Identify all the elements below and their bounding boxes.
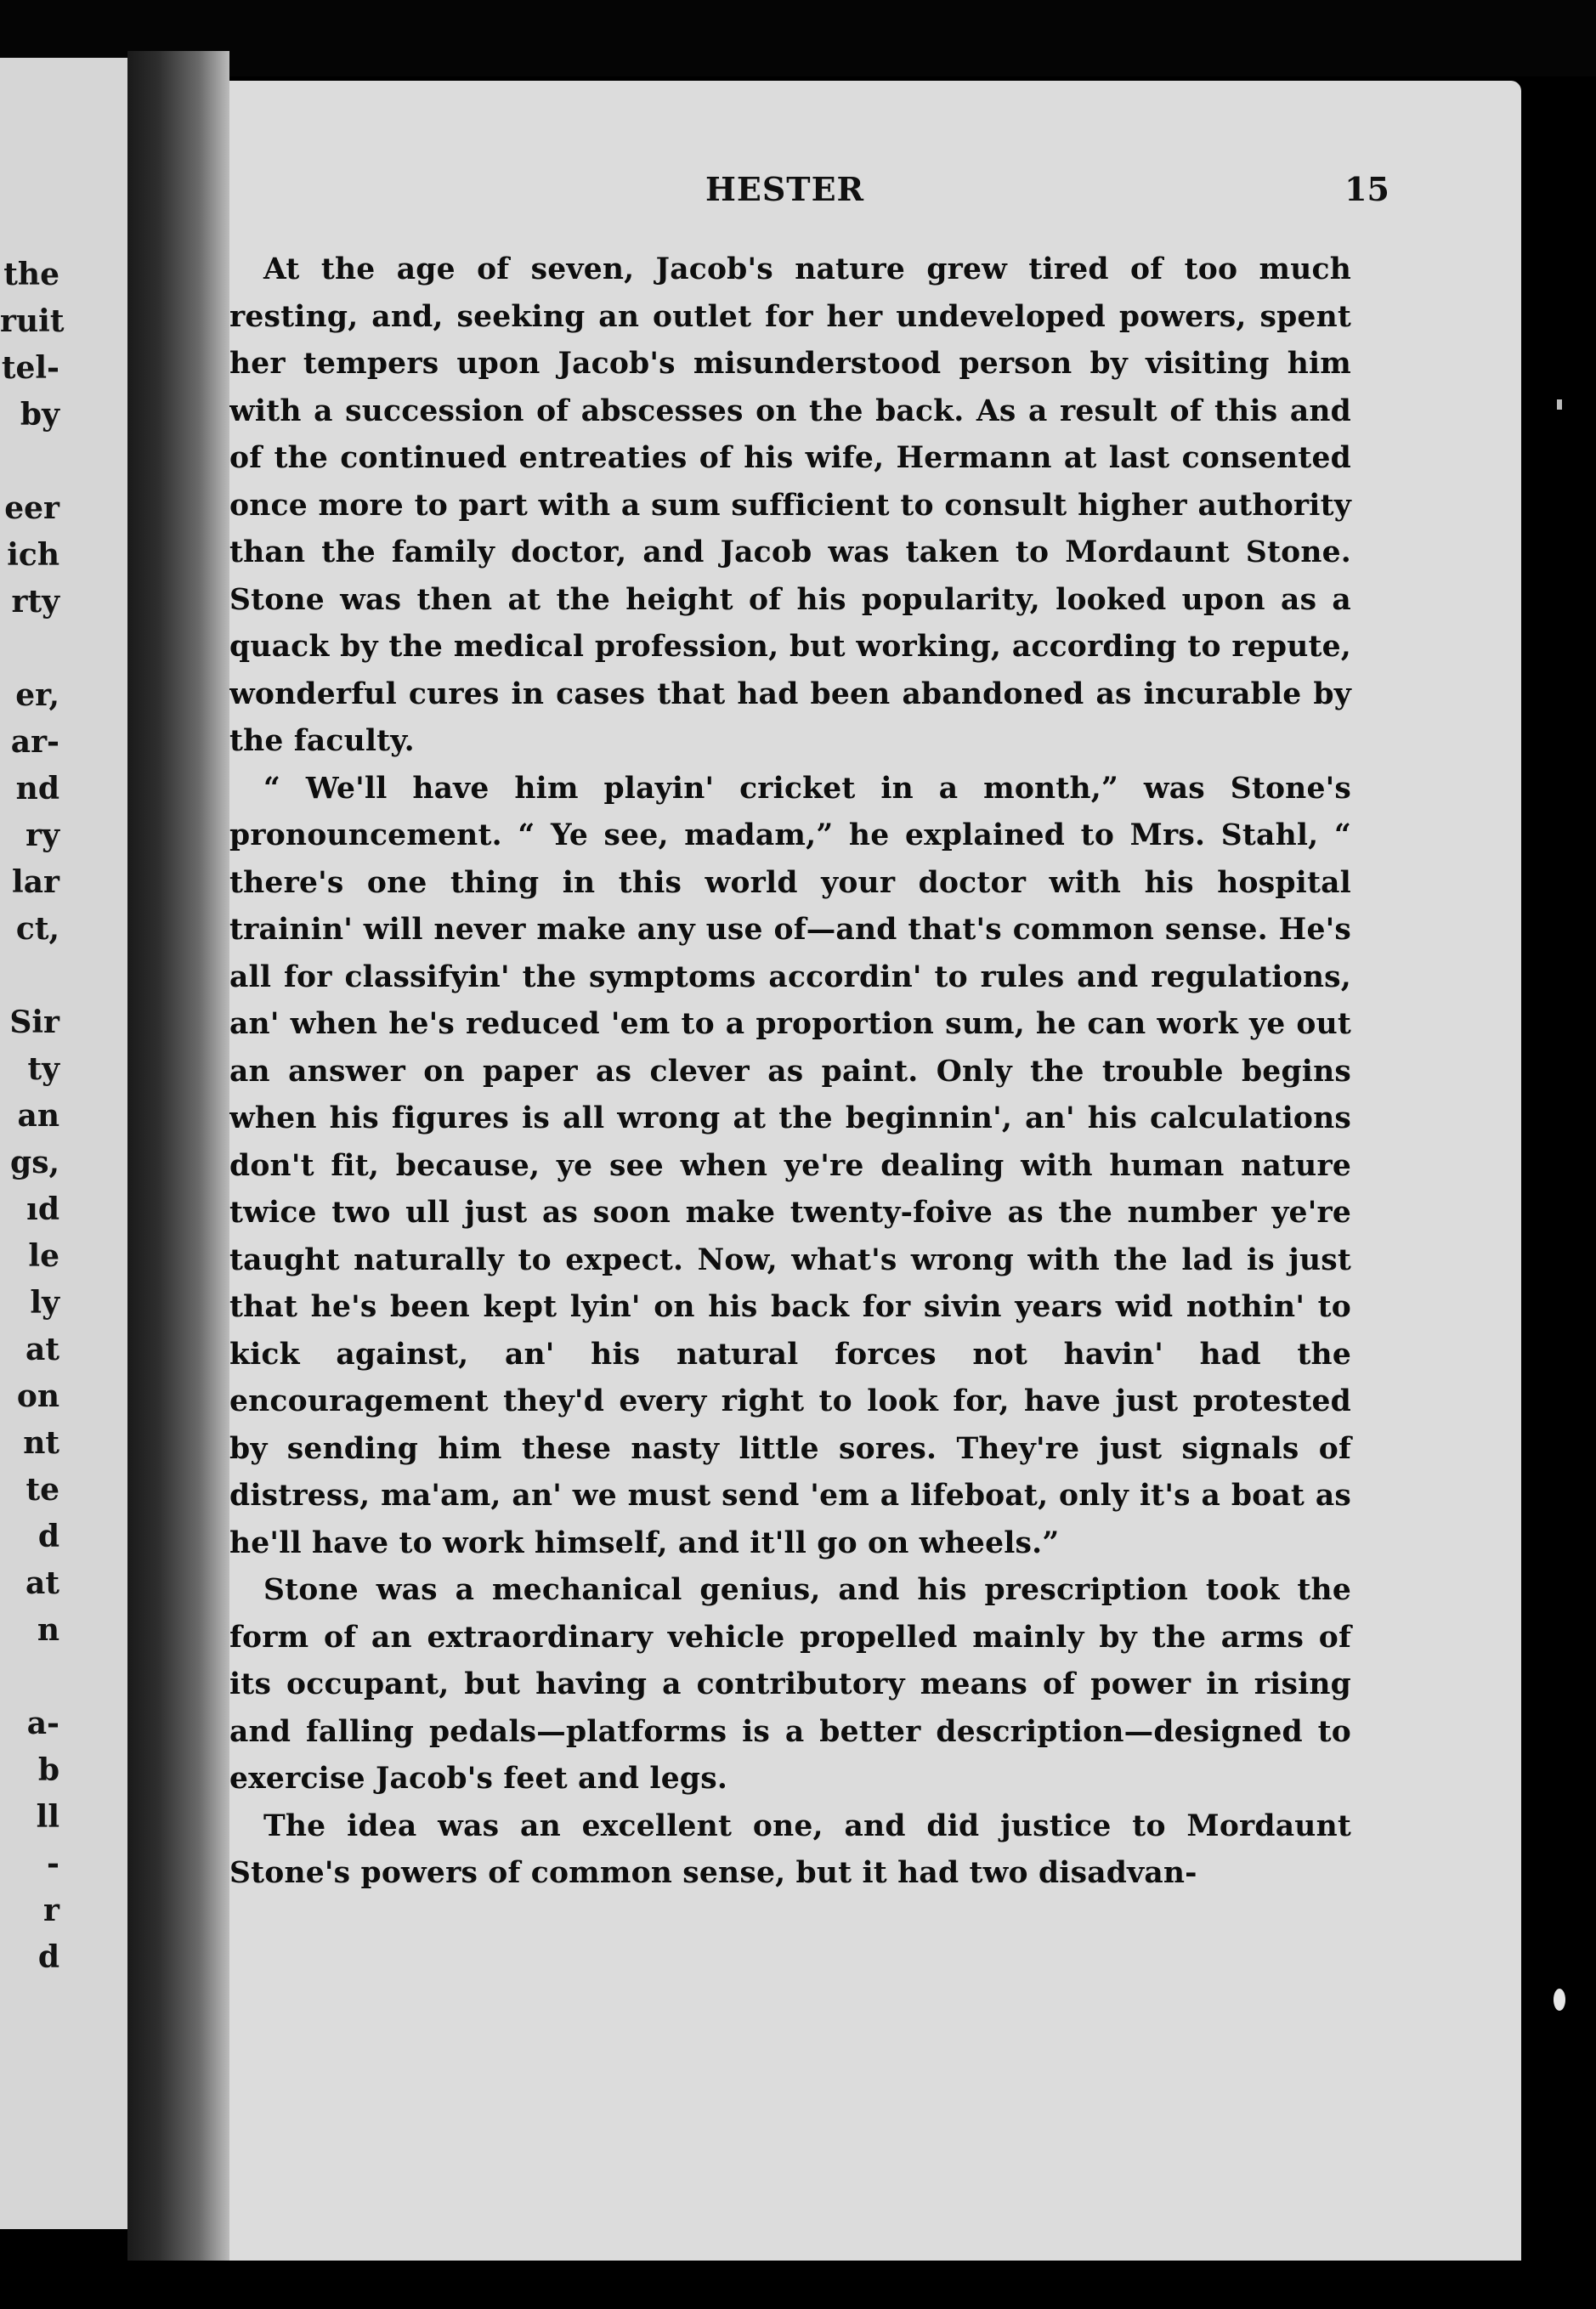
scan-border-right xyxy=(1521,81,1596,2309)
book-page xyxy=(212,81,1521,2261)
line-fragment: an xyxy=(17,1098,59,1134)
line-fragment: gs, xyxy=(10,1145,59,1180)
line-fragment: by xyxy=(20,397,59,433)
line-fragment: the xyxy=(3,257,59,292)
line-fragment: ry xyxy=(25,818,59,853)
line-fragment: le xyxy=(28,1238,59,1274)
page-header xyxy=(212,170,1521,221)
line-fragment: ich xyxy=(7,537,59,573)
line-fragment xyxy=(0,1654,59,1701)
line-fragment xyxy=(0,625,59,672)
line-fragment: ar- xyxy=(10,724,59,760)
line-fragment: at xyxy=(25,1332,59,1367)
line-fragment: tel- xyxy=(1,350,59,386)
line-fragment: a- xyxy=(26,1706,59,1741)
line-fragment: ıd xyxy=(26,1191,59,1227)
line-fragment: r xyxy=(43,1893,59,1928)
line-fragment xyxy=(0,953,59,999)
line-fragment: ly xyxy=(30,1285,59,1321)
line-fragment: te xyxy=(25,1472,59,1508)
line-fragment: nd xyxy=(15,771,59,806)
paragraph: Stone was a mechanical genius, and his prescription took the form of an extraordinary vehicle propelled mainly by the arms of its occupant, but having a contributory means of power in rising and falling pedals—platforms is a better description—designed to exercise Jacob's feet and legs. xyxy=(229,1573,1351,1796)
line-fragment: rty xyxy=(11,584,59,620)
paragraph: “ We'll have him playin' cricket in a month,” was Stone's pronouncement. “ Ye see, madam,” he explained to Mrs. Stahl, “ there's one thing in this world your doctor with his hospital trainin' will never make any use of—and that's common sense. He's all for classifyin' the symptoms accordin' to rules and regulations, an' when he's reduced 'em to a proportion sum, he can work ye out an answer on paper as clever as paint. Only the trouble begins when his figures is all wrong at the beginnin', an' his calculations don't fit, because, ye see when ye're dealing with human nature twice two ull just as soon make twenty-foive as the number ye're taught naturally to expect. Now, what's wrong with the lad is just that he's been kept lyin' on his back for sivin years wid nothin' to kick against, an' his natural forces not havin' had the encouragement they'd every right to look for, have just protested by sending him these nasty little sores. They're just signals of distress, ma'am, an' we must send 'em a lifeboat, only it's a boat as he'll have to work himself, and it'll go on wheels.” xyxy=(229,771,1351,1560)
body-text xyxy=(229,246,1351,1898)
running-head: HESTER xyxy=(705,170,865,208)
line-fragment: Sir xyxy=(9,1005,59,1040)
scan-artifact xyxy=(1557,399,1562,410)
facing-page-text xyxy=(0,252,65,1981)
line-fragment: ty xyxy=(27,1051,59,1087)
line-fragment: ruit xyxy=(0,303,65,339)
line-fragment: lar xyxy=(12,864,59,900)
line-fragment: ct, xyxy=(15,911,59,947)
line-fragment: d xyxy=(37,1939,59,1975)
scan-border-top xyxy=(0,0,1596,76)
line-fragment xyxy=(0,439,59,485)
line-fragment: eer xyxy=(4,490,59,526)
page-number: 15 xyxy=(1344,170,1389,208)
line-fragment: ll xyxy=(36,1799,59,1835)
line-fragment: b xyxy=(37,1752,59,1788)
line-fragment: at xyxy=(25,1565,59,1601)
line-fragment: on xyxy=(16,1378,59,1414)
line-fragment: n xyxy=(37,1612,59,1648)
paragraph: The idea was an excellent one, and did justice to Mordaunt Stone's powers of common sense, but it had two disadvan- xyxy=(229,1808,1351,1890)
line-fragment: nt xyxy=(23,1425,59,1461)
line-fragment: er, xyxy=(15,677,59,713)
paragraph: At the age of seven, Jacob's nature grew tired of too much resting, and, seeking an outlet for her undeveloped powers, spent her tempers upon Jacob's misunderstood person by visiting him with a succession of abscesses on the back. As a result of this and of the continued entreaties of his wife, Hermann at last consented once more to part with a sum sufficient to consult higher authority than the family doctor, and Jacob was taken to Mordaunt Stone. Stone was then at the height of his popularity, looked upon as a quack by the medical profession, but working, according to repute, wonderful cures in cases that had been abandoned as incurable by the faculty. xyxy=(229,252,1351,758)
scan-artifact xyxy=(1554,1989,1565,2011)
line-fragment: d xyxy=(37,1519,59,1554)
line-fragment: - xyxy=(47,1846,59,1882)
book-gutter xyxy=(127,51,229,2261)
